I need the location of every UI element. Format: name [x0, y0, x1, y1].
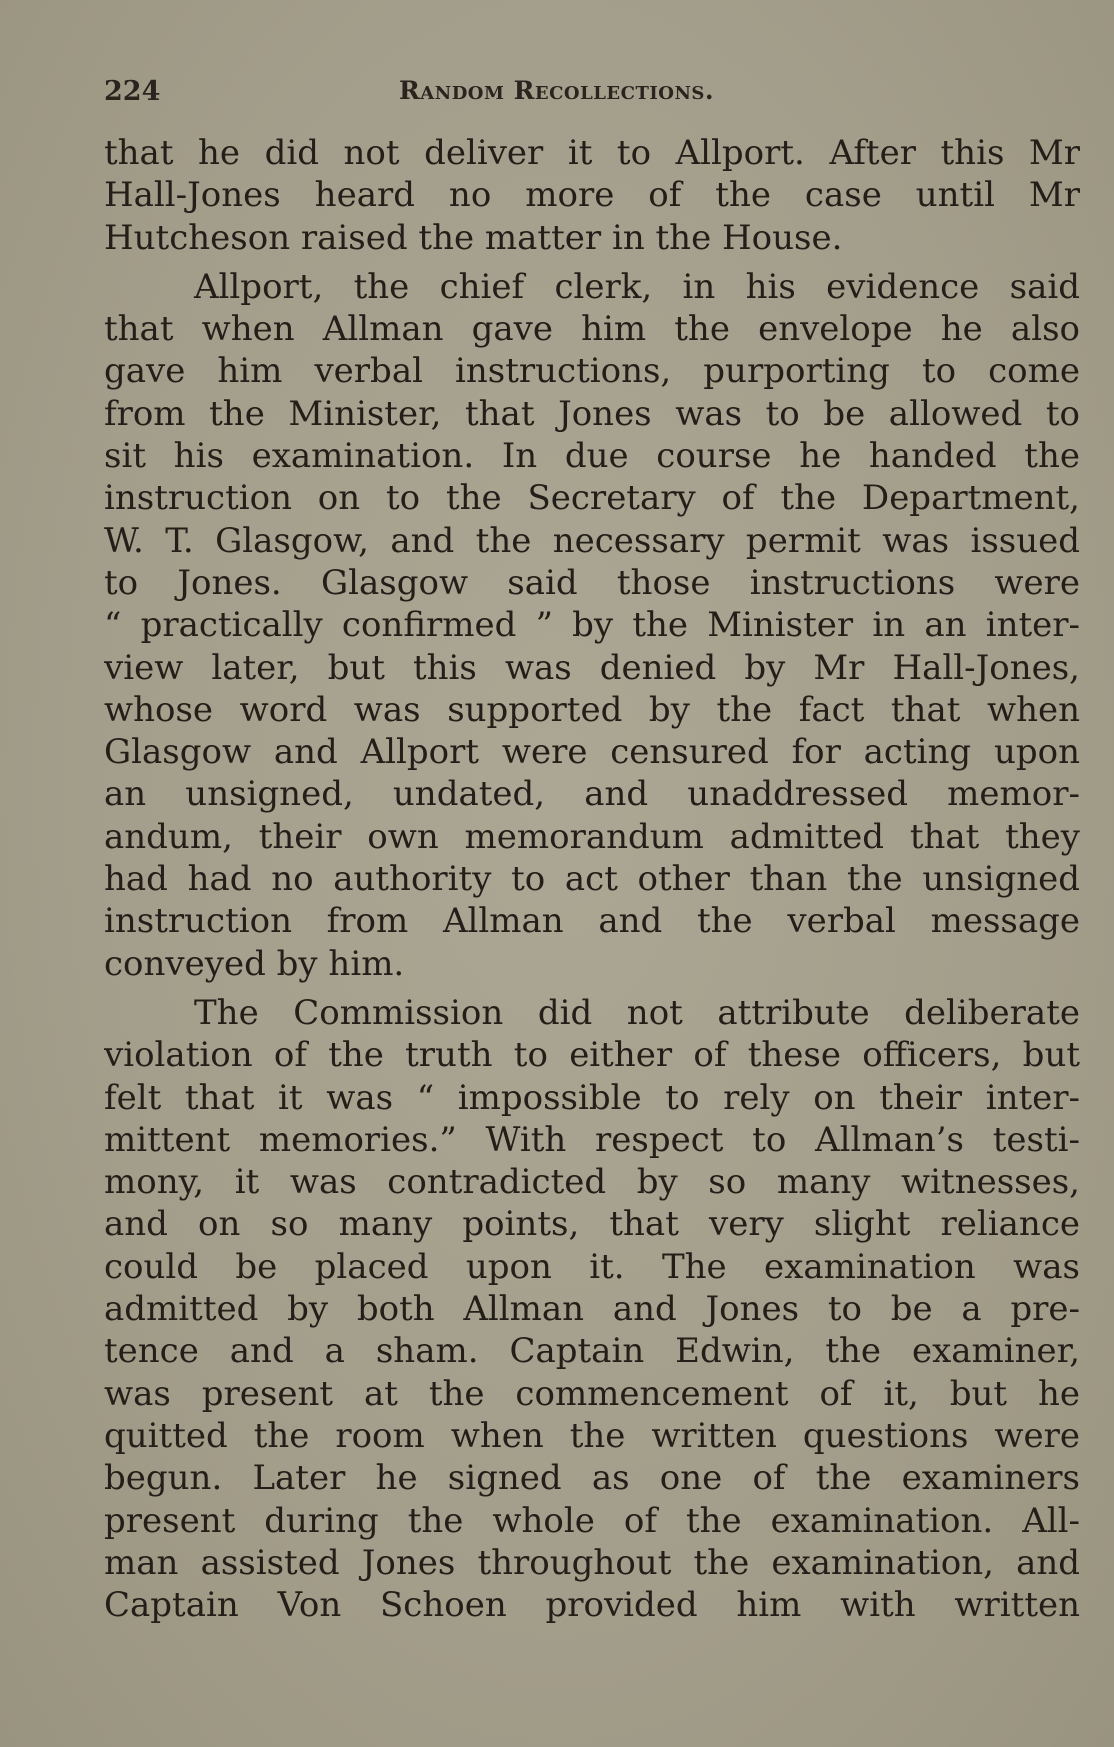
text-line: violation of the truth to either of these officers, but	[104, 1035, 1080, 1076]
text-line: gave him verbal instructions, purporting to come	[104, 351, 1080, 392]
text-line: an unsigned, undated, and unaddressed memor-	[104, 774, 1080, 815]
paragraph	[104, 992, 1080, 1626]
text-line: instruction from Allman and the verbal message	[104, 901, 1080, 942]
body-text	[104, 132, 1080, 1626]
text-line: mony, it was contradicted by so many witnesses,	[104, 1162, 1080, 1203]
text-line: whose word was supported by the fact that when	[104, 689, 1080, 730]
text-line: The Commission did not attribute deliberate	[194, 992, 1080, 1033]
paragraph	[104, 132, 1080, 259]
text-line: man assisted Jones throughout the examination, and	[104, 1542, 1080, 1583]
text-line: from the Minister, that Jones was to be allowed to	[104, 393, 1080, 434]
text-line: “ practically confirmed ” by the Minister in an inter-	[104, 605, 1080, 646]
running-title: Random Recollections.	[399, 76, 715, 105]
text-line: had had no authority to act other than the unsigned	[104, 859, 1080, 900]
text-line: begun. Later he signed as one of the examiners	[104, 1458, 1080, 1499]
paragraph-gap	[104, 985, 1080, 992]
text-line: that he did not deliver it to Allport. After this Mr	[104, 133, 1080, 173]
text-line: present during the whole of the examination. All-	[104, 1500, 1080, 1541]
text-line: admitted by both Allman and Jones to be a pre-	[104, 1289, 1080, 1330]
text-line: that when Allman gave him the envelope he also	[104, 309, 1080, 350]
text-line: Allport, the chief clerk, in his evidence said	[194, 266, 1080, 307]
text-line: to Jones. Glasgow said those instructions were	[104, 562, 1080, 603]
text-line: view later, but this was denied by Mr Hall-Jones,	[104, 647, 1080, 688]
text-line: conveyed by him.	[104, 943, 405, 984]
page-header	[104, 76, 1080, 116]
text-line: Glasgow and Allport were censured for acting upon	[104, 732, 1080, 773]
text-line: instruction on to the Secretary of the Department,	[104, 478, 1080, 519]
text-line: mittent memories.” With respect to Allman’s testi-	[104, 1119, 1080, 1160]
page-number: 224	[104, 76, 161, 107]
text-line: tence and a sham. Captain Edwin, the examiner,	[104, 1331, 1080, 1372]
text-line: Captain Von Schoen provided him with written	[104, 1585, 1080, 1626]
paragraph	[104, 266, 1080, 985]
text-line: was present at the commencement of it, but he	[104, 1373, 1080, 1414]
text-line: felt that it was “ impossible to rely on their inter-	[104, 1077, 1080, 1118]
text-line: andum, their own memorandum admitted that they	[104, 816, 1080, 857]
text-line: Hall-Jones heard no more of the case until Mr	[104, 175, 1080, 216]
text-line: quitted the room when the written questions were	[104, 1415, 1080, 1456]
paragraph-gap	[104, 259, 1080, 266]
text-line: sit his examination. In due course he handed the	[104, 436, 1080, 477]
text-line: could be placed upon it. The examination was	[104, 1246, 1080, 1287]
text-line: and on so many points, that very slight reliance	[104, 1204, 1080, 1245]
text-line: Hutcheson raised the matter in the House.	[104, 217, 843, 258]
text-line: W. T. Glasgow, and the necessary permit was issued	[104, 520, 1080, 561]
